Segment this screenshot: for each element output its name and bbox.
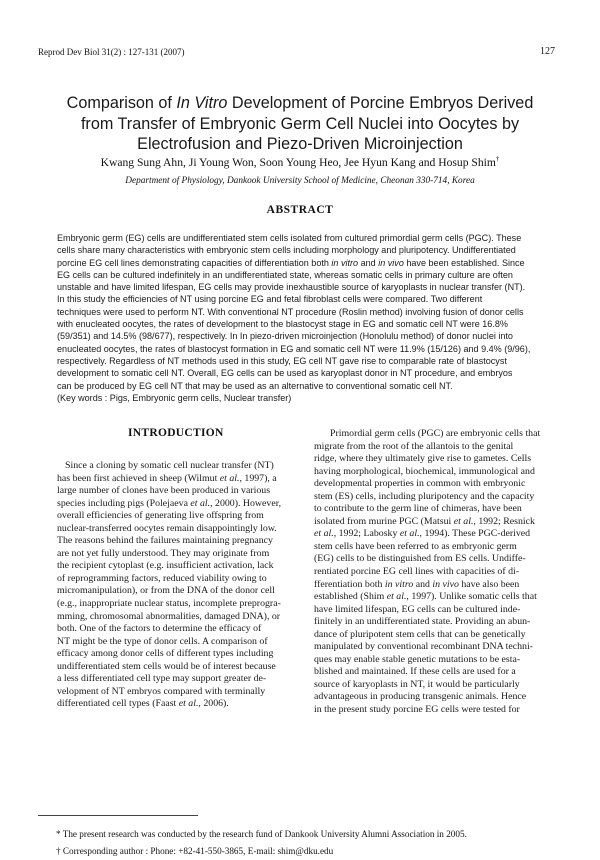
intro-left-line: (e.g., inappropriate nuclear status, incomplete preprogra- [57, 598, 281, 610]
intro-left-line: species including pigs (Polejaeva et al., 2000). However, [57, 497, 282, 509]
intro-right-line: migrate from the root of the allantois to the genital [314, 440, 514, 452]
footnotes [56, 826, 467, 860]
intro-right-line: to contribute to the germ line of chimeras, have been [314, 503, 522, 515]
intro-left-line: Since a cloning by somatic cell nuclear transfer (NT) [65, 460, 274, 471]
abstract-line: Embryonic germ (EG) cells are undifferentiated stem cells isolated from cultured primordial germ cells (PGC). These [57, 233, 522, 243]
intro-right-line: et al., 1992; Labosky et al., 1994). These PGC-derived [314, 528, 531, 540]
intro-left-line: has been first achieved in sheep (Wilmut et al., 1997), a [57, 472, 277, 484]
intro-right-line: dance of pluripotent stem cells that can be genetically [314, 628, 526, 640]
corresponding-footnote: † Corresponding author : Phone: +82-41-550-3865, E-mail: shim@dku.edu [56, 846, 334, 856]
abstract-line: enucleated oocytes, the rates of blastocyst formation in EG and somatic cell NT were 11.9% (15/126) and 9.4% (9/96), [57, 343, 531, 354]
title-line-2: from Transfer of Embryonic Germ Cell Nuclei into Oocytes by [80, 114, 520, 133]
intro-right-line: fferentiation both in vitro and in vivo have also been [314, 578, 520, 590]
intro-right-line: manipulated by conventional recombinant DNA techni- [314, 641, 533, 653]
intro-left-line: of reprogramming factors, reduced viability owing to [57, 572, 267, 584]
intro-right-line: in the present study porcine EG cells were tested for [314, 704, 520, 716]
intro-right-line: established (Shim et al., 1997). Unlike somatic cells that [314, 591, 537, 603]
abstract-line: with enucleated oocytes, the rates of development to the blastocyst stage in EG and somatic cell NT were 16.8% [57, 319, 508, 330]
funding-footnote: * The present research was conducted by the research fund of Dankook University Alumni Association in 2005. [56, 829, 467, 839]
keywords: (Key words : Pigs, Embryonic germ cells, Nuclear transfer) [57, 392, 292, 403]
abstract-line: development to somatic cell NT. Overall, EG cells can be used as karyoplast donor in NT procedure, and embryos [57, 368, 513, 379]
intro-right-line: developmental properties in common with embryonic [314, 478, 526, 490]
intro-left-line: nuclear-transferred oocytes remain disappointingly low. [57, 522, 277, 534]
intro-left-line: The reasons behind the failures maintaining pregnancy [57, 535, 273, 547]
intro-left-line: micromanipulation), or from the DNA of the donor cell [57, 585, 275, 597]
abstract-line: (59/351) and 14.5% (98/677), respectively. In In piezo-driven microinjection (Honolulu method) of donor nuclei into [57, 331, 513, 342]
title-line-3: Electrofusion and Piezo-Driven Microinjection [137, 135, 463, 153]
intro-left-line: velopment of NT embryos compared with terminally [57, 685, 266, 697]
intro-left-line: both. One of the factors to determine the efficacy of [57, 623, 262, 635]
abstract-line: can be produced by EG cell NT that may be used as an alternative to conventional somatic cell NT. [57, 380, 453, 391]
intro-left-line: mming, chromosomal abnormalities, damaged DNA), or [57, 610, 281, 622]
intro-left-line: the recipient cytoplast (e.g. insufficient activation, lack [57, 560, 274, 572]
abstract-line: porcine EG cell lines demonstrating capacities of differentiation both in vitro and in vivo have been established. Since [57, 257, 525, 268]
author-list: Kwang Sung Ahn, Ji Young Won, Soon Young Heo, Jee Hyun Kang and Hosup Shim† [100, 155, 500, 169]
abstract-body [57, 232, 545, 404]
intro-right-line: ques may enable stable genetic mutations to be esta- [314, 653, 521, 665]
intro-left-line: efficacy among donor cells of different types including [57, 648, 274, 660]
corresponding-mark: † [495, 155, 500, 163]
title-line-1: Comparison of In Vitro Development of Porcine Embryos Derived [66, 94, 534, 112]
abstract-line: cells share many characteristics with embryonic stem cells including morphology and pluripotency. Undifferentiated [57, 245, 516, 256]
intro-right-line: finitely in an undifferentiated state. Providing an abun- [314, 616, 531, 628]
intro-right-line: ridge, where they ultimately give rise to gametes. Cells [314, 453, 532, 465]
intro-right-line: source of karyoplasts in NT, it would be particularly [314, 678, 520, 690]
abstract-heading: ABSTRACT [266, 204, 334, 216]
abstract-line: techniques were used to perform NT. With conventional NT procedure (Roslin method) involving fusion of donor cells [57, 306, 524, 317]
journal-citation: Reprod Dev Biol 31(2) : 127-131 (2007) [38, 47, 185, 57]
paper-title [40, 93, 560, 155]
introduction-right-column [314, 428, 556, 717]
intro-right-line: stem (ES) cells, including pluripotency and the capacity [314, 490, 535, 502]
intro-left-line: NT might be the type of donor cells. A comparison of [57, 635, 268, 647]
intro-right-line: Primordial germ cells (PGC) are embryonic cells that [330, 428, 541, 439]
abstract-line: unstable and have limited lifespan, EG cells may provide inexhaustible source of karyoplasts in nuclear transfer (NT). [57, 282, 526, 293]
intro-right-line: rentiated porcine EG cell lines with capacities of di- [314, 566, 519, 578]
intro-right-line: advantageous in producing transgenic animals. Hence [314, 691, 527, 703]
intro-left-line: large number of clones have been produced in various [57, 485, 271, 497]
intro-left-line: differentiated cell types (Faast et al., 2006). [57, 698, 229, 710]
intro-right-line: having morphological, biochemical, immunological and [314, 465, 535, 477]
intro-right-line: (EG) cells to be distinguished from ES cells. Undiffe- [314, 553, 526, 565]
introduction-heading: INTRODUCTION [128, 427, 224, 439]
affiliation: Department of Physiology, Dankook University School of Medicine, Cheonan 330-714, Korea [125, 176, 475, 186]
intro-left-line: overall efficiencies of generating live offspring from [57, 510, 264, 522]
abstract-line: In this study the efficiencies of NT using porcine EG and fetal fibroblast cells were compared. Two different [57, 294, 483, 305]
introduction-left-column [57, 460, 295, 711]
intro-left-line: are not yet fully understood. They may originate from [57, 547, 270, 559]
intro-right-line: stem cells have been referred to as embryonic germ [314, 540, 517, 552]
abstract-line: respectively. Regardless of NT methods used in this study, EG cell NT gave rise to comparable rate of blastocyst [57, 355, 507, 366]
intro-right-line: have limited lifespan, EG cells can be cultured inde- [314, 603, 521, 615]
page-number: 127 [540, 46, 555, 57]
abstract-line: EG cells can be cultured indefinitely in an undifferentiated state, whereas somatic cells in primary culture are often [57, 269, 513, 280]
intro-left-line: undifferentiated stem cells would be of interest because [57, 660, 276, 672]
intro-left-line: a less differentiated cell type may support greater de- [57, 673, 267, 685]
footnote-rule [38, 815, 198, 816]
intro-right-line: blished and maintained. If these cells are used for a [314, 666, 516, 678]
intro-right-line: isolated from murine PGC (Matsui et al., 1992; Resnick [314, 515, 535, 527]
